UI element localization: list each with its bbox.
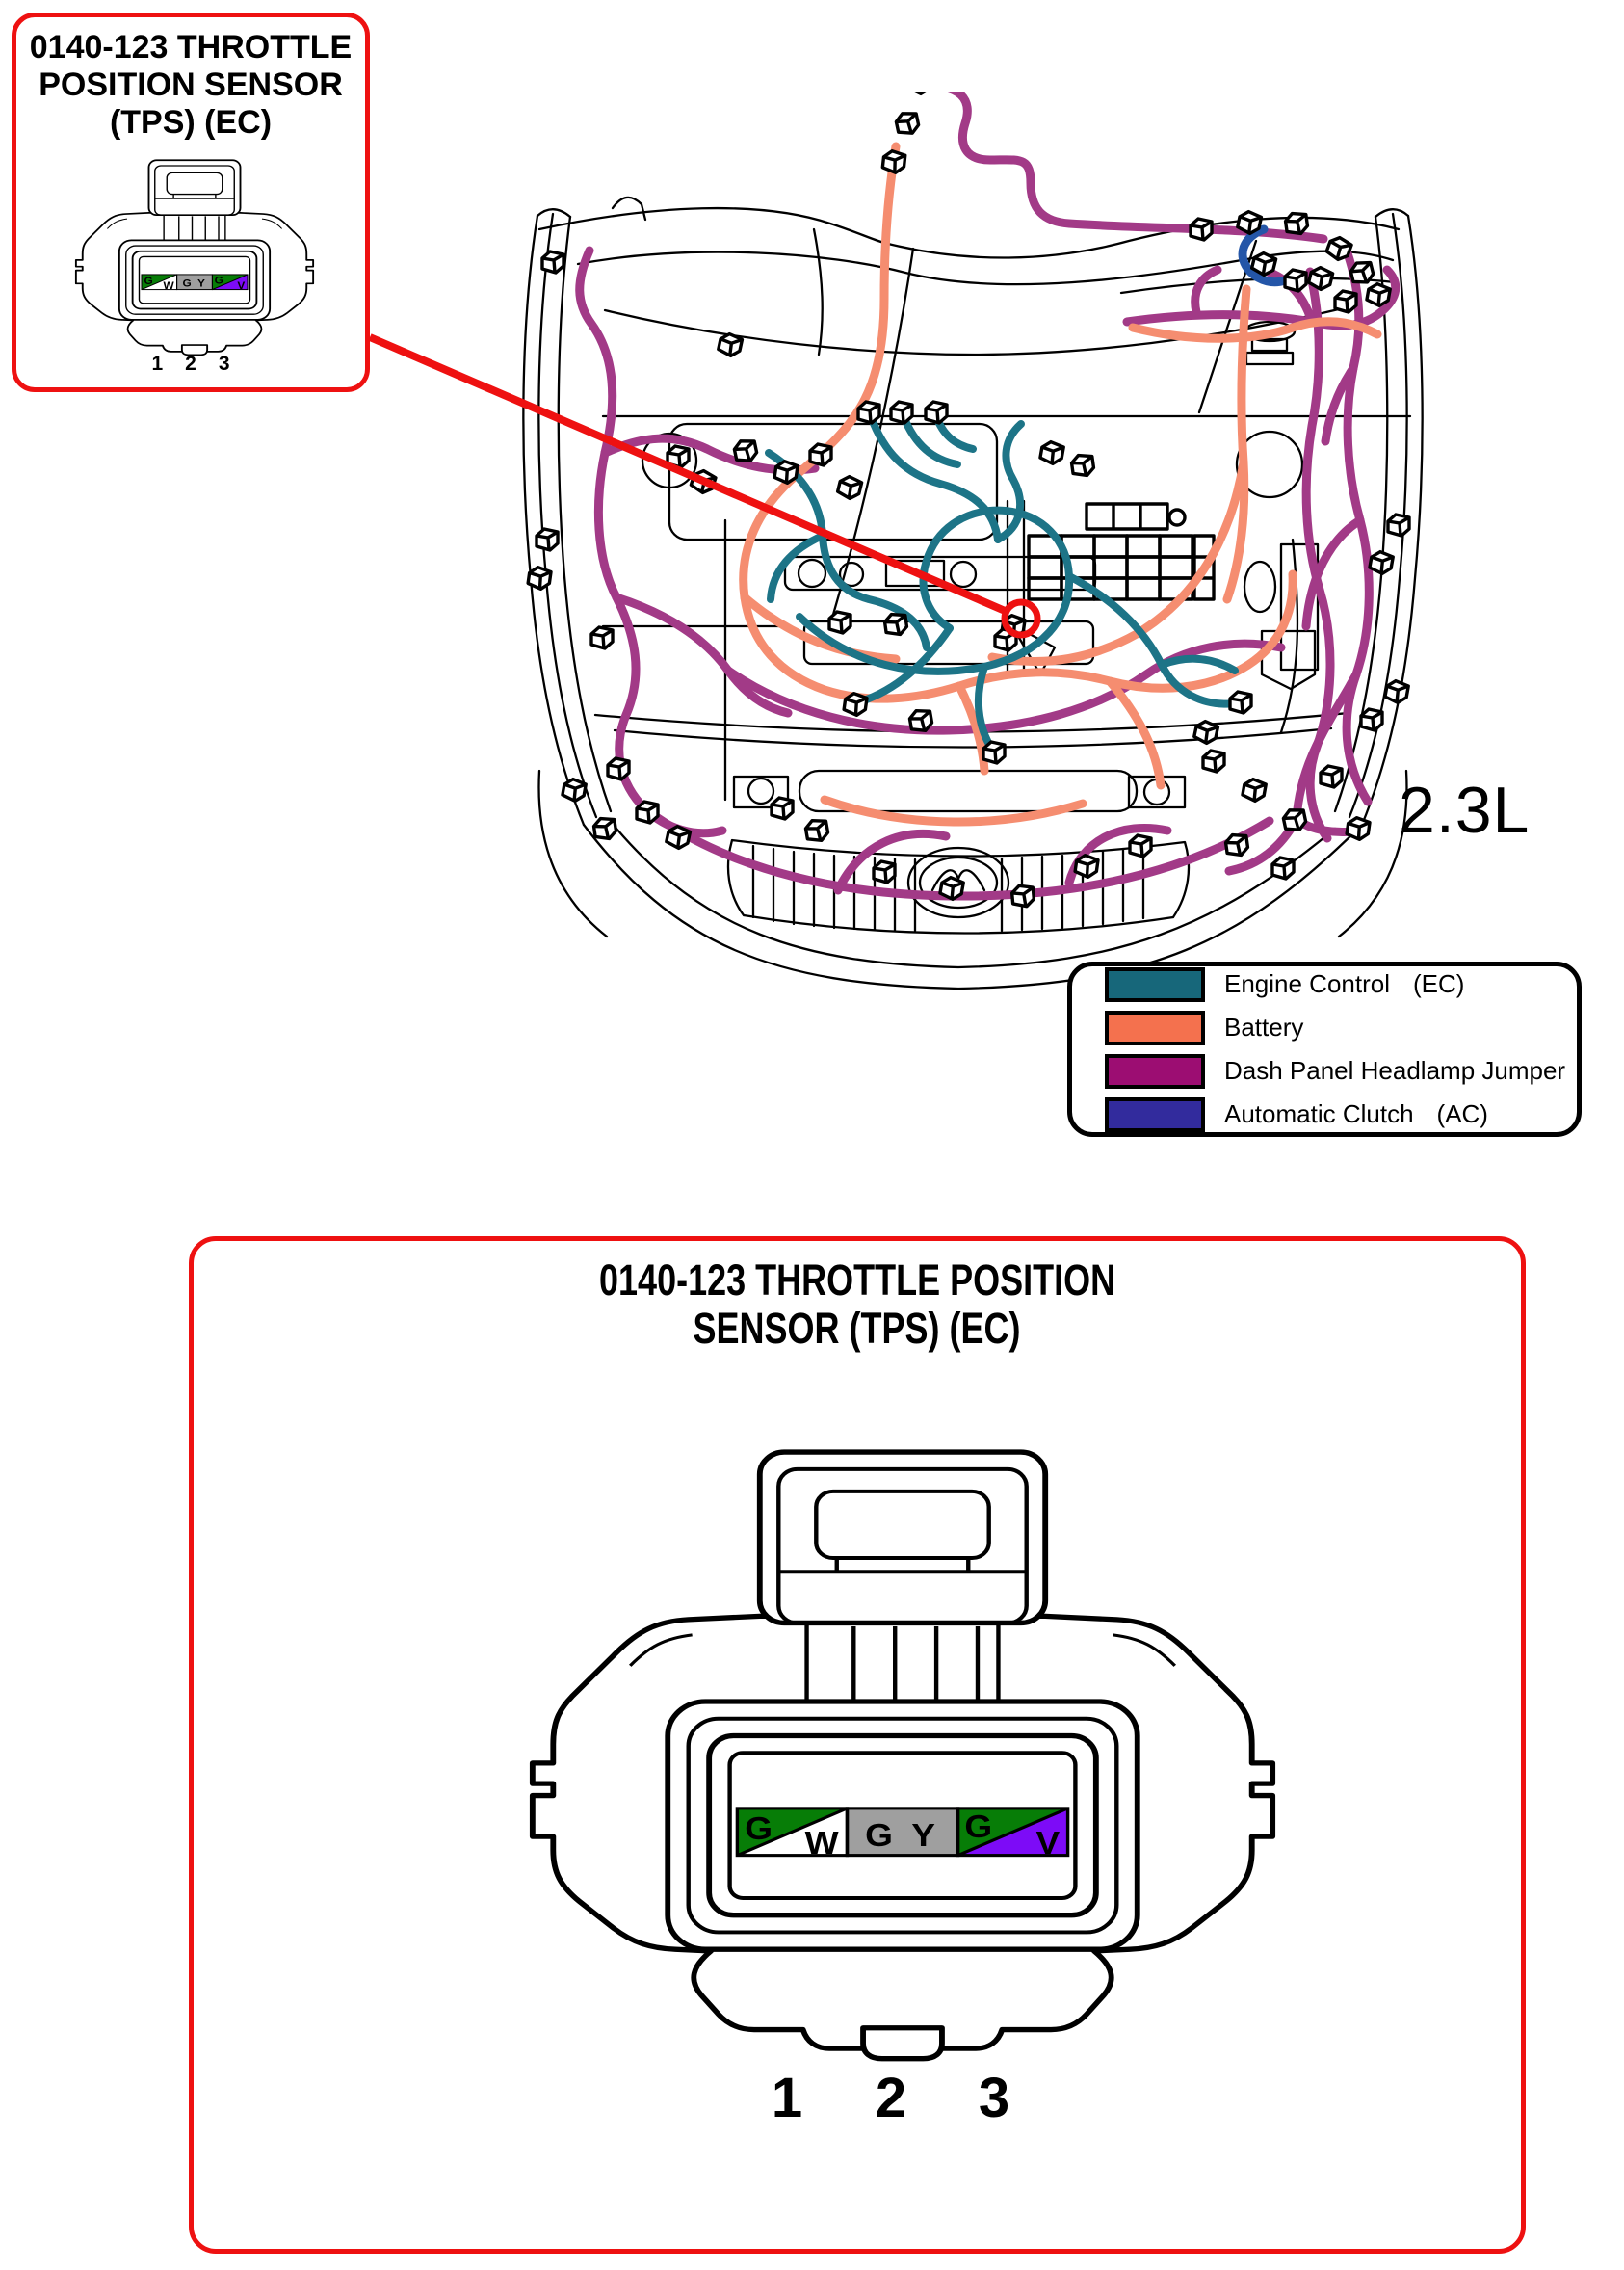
tps-detail-box xyxy=(189,1236,1526,2254)
pin-3-label: 3 xyxy=(978,2067,1010,2129)
detail-title-line1: 0140-123 THROTTLE POSITION xyxy=(598,1255,1116,1305)
legend-item-battery xyxy=(1105,1011,1577,1045)
battery-color-swatch xyxy=(1105,1011,1205,1045)
inset-title xyxy=(16,29,365,142)
inset-title-line3: (TPS) (EC) xyxy=(109,104,273,141)
harness-legend xyxy=(1067,962,1582,1137)
mini-connector-drawing xyxy=(74,158,315,356)
engine-bay-diagram xyxy=(472,92,1464,1007)
engine-control-color-swatch xyxy=(1105,967,1205,1002)
detail-title xyxy=(194,1256,1521,1353)
mini-pin-2: 2 xyxy=(185,353,196,375)
tps-callout-box xyxy=(12,13,370,392)
fuse-box-grid xyxy=(1029,504,1214,599)
mini-pin-numbers xyxy=(16,353,365,376)
pin-1-label: 1 xyxy=(771,2067,803,2129)
legend-label: Battery xyxy=(1224,1013,1304,1042)
automatic-clutch-color-swatch xyxy=(1105,1097,1205,1132)
legend-label: Engine Control (EC) xyxy=(1224,969,1465,998)
legend-label: Automatic Clutch (AC) xyxy=(1224,1099,1488,1128)
inset-title-line2: POSITION SENSOR xyxy=(39,66,343,103)
legend-label: Dash Panel Headlamp Jumper xyxy=(1224,1056,1566,1085)
inset-title-line1: 0140-123 THROTTLE xyxy=(29,29,353,66)
legend-item-automatic-clutch xyxy=(1105,1097,1577,1132)
wire-harness-engine-control xyxy=(769,416,1237,750)
mini-pin-1: 1 xyxy=(151,353,164,375)
dash-panel-color-swatch xyxy=(1105,1054,1205,1089)
pin-2-label: 2 xyxy=(875,2067,907,2129)
legend-item-engine-control xyxy=(1105,967,1577,1002)
mini-pin-3: 3 xyxy=(218,353,230,375)
connector-pinout-drawing xyxy=(527,1445,1278,2064)
legend-item-dash-panel-headlamp-jumper xyxy=(1105,1054,1577,1089)
detail-title-line2: SENSOR (TPS) (EC) xyxy=(693,1304,1022,1353)
displacement-label: 2.3L xyxy=(1399,774,1531,847)
